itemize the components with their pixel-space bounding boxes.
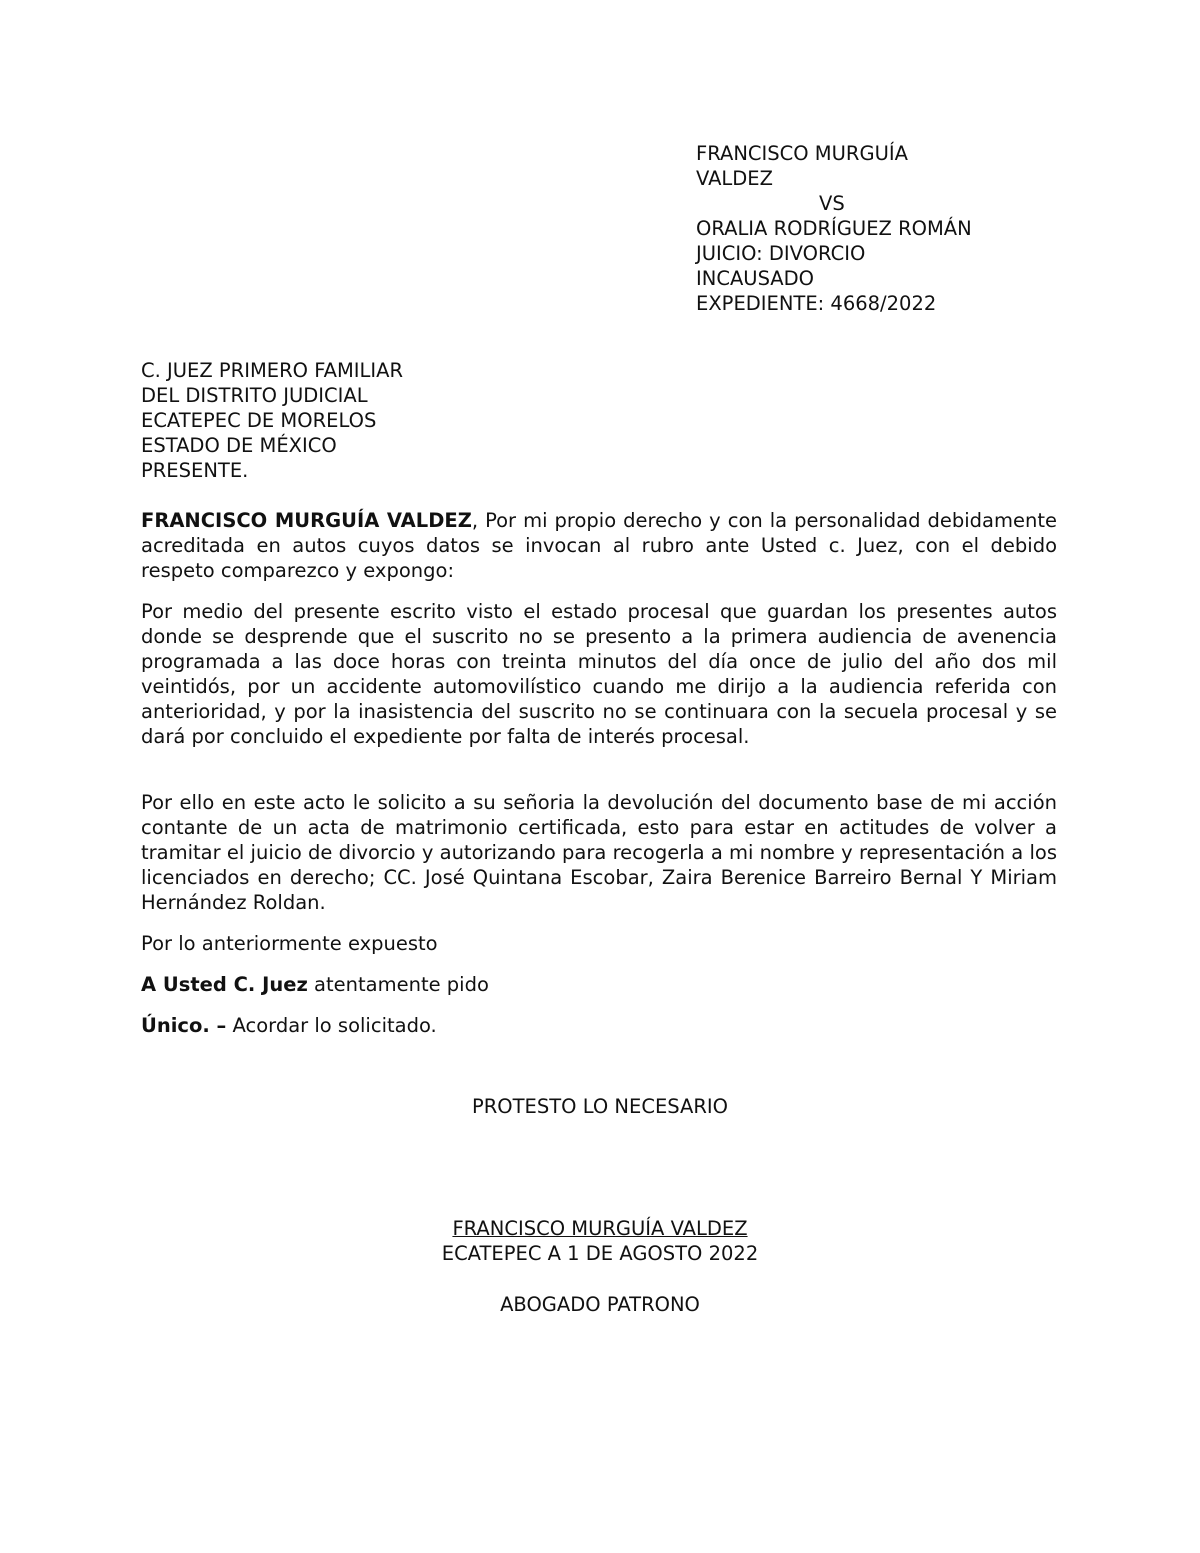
signer-name-text: FRANCISCO MURGUÍA VALDEZ bbox=[452, 1217, 748, 1240]
caption-juicio-line1: JUICIO: DIVORCIO bbox=[696, 242, 866, 265]
caption-juicio-line2: INCAUSADO bbox=[696, 267, 815, 290]
addressee-line1: C. JUEZ PRIMERO FAMILIAR bbox=[141, 359, 404, 382]
protest-heading: PROTESTO LO NECESARIO bbox=[471, 1095, 728, 1118]
caption-vs: VS bbox=[819, 192, 845, 215]
case-caption bbox=[696, 141, 1096, 316]
request-paragraph: Por ello en este acto le solicito a su señoria la devolución del documento base de mi acción contante de un acta de matrimonio certificada, esto para estar en actitudes de volver a tramitar el juicio de divorcio y autorizando para recogerla a mi nombre y representación a los licenciados en derecho; CC. José Quintana Escobar, Zaira Berenice Barreiro Bernal Y Miriam Hernández Roldan. bbox=[141, 791, 1057, 914]
addressee bbox=[141, 358, 641, 483]
addressee-line3: ECATEPEC DE MORELOS bbox=[141, 409, 377, 432]
intro-paragraph bbox=[141, 508, 1057, 583]
petition-line bbox=[141, 972, 1057, 997]
sole-point-line bbox=[141, 1013, 1057, 1038]
conclusion-line: Por lo anteriormente expuesto bbox=[141, 932, 438, 955]
place-date: ECATEPEC A 1 DE AGOSTO 2022 bbox=[441, 1242, 759, 1265]
caption-expediente: EXPEDIENTE: 4668/2022 bbox=[696, 292, 937, 315]
caption-plaintiff-line1: FRANCISCO MURGUÍA bbox=[696, 142, 908, 165]
addressee-line5: PRESENTE. bbox=[141, 459, 249, 482]
caption-defendant: ORALIA RODRÍGUEZ ROMÁN bbox=[696, 217, 972, 240]
petition-bold: A Usted C. Juez bbox=[141, 973, 308, 996]
caption-plaintiff-line2: VALDEZ bbox=[696, 167, 773, 190]
sole-point-text: Acordar lo solicitado. bbox=[226, 1014, 437, 1037]
sole-point-bold: Único. – bbox=[141, 1014, 227, 1037]
facts-paragraph: Por medio del presente escrito visto el estado procesal que guardan los presentes autos donde se desprende que el suscrito no se presento a la primera audiencia de avenencia programada a las doce horas con treinta minutos del día once de julio del año dos mil veintidós, por un accidente automovilístico cuando me dirijo a la audiencia referida con anterioridad, y por la inasistencia del suscrito no se continuara con la secuela procesal y se dará por concluido el expediente por falta de interés procesal. bbox=[141, 600, 1057, 748]
intro-text: , Por mi propio derecho y con la personalidad debidamente acreditada en autos cuyos datos se invocan al rubro ante Usted c. Juez, con el debido respeto comparezco y expongo: bbox=[141, 509, 1057, 582]
addressee-line2: DEL DISTRITO JUDICIAL bbox=[141, 384, 368, 407]
signer-role: ABOGADO PATRONO bbox=[500, 1293, 700, 1316]
petition-text: atentamente pido bbox=[307, 973, 489, 996]
addressee-line4: ESTADO DE MÉXICO bbox=[141, 434, 337, 457]
signer-name bbox=[0, 1216, 1200, 1241]
intro-name: FRANCISCO MURGUÍA VALDEZ bbox=[141, 509, 472, 532]
